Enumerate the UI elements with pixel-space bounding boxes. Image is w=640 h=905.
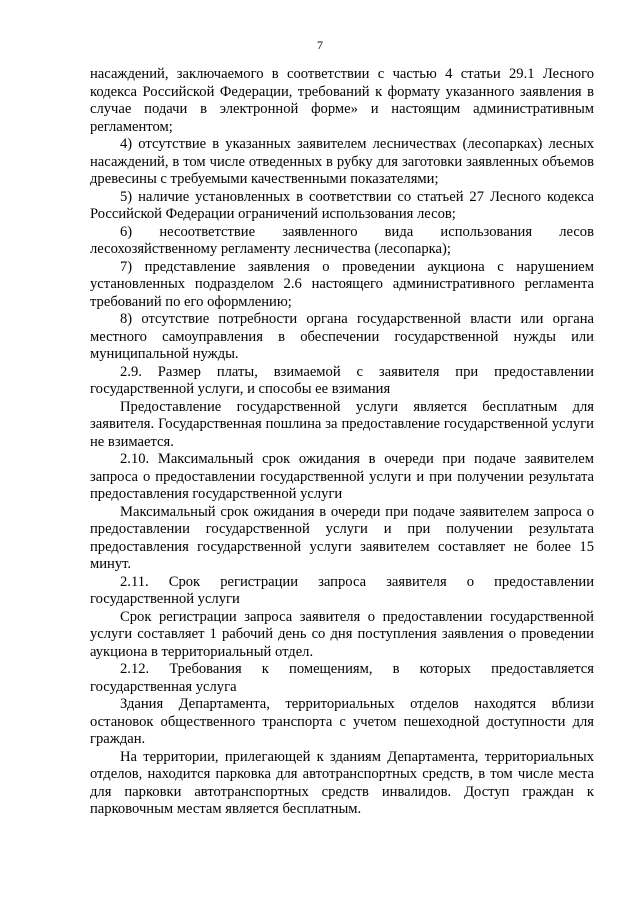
paragraph-continuation: насаждений, заключаемого в соответствии с частью 4 статьи 29.1 Лесного кодекса Российской Федерации, требований к формату указанного заявления в случае подачи в электронной форме» и настоящим административным регламентом;: [90, 66, 594, 135]
section-heading-2-10: 2.10. Максимальный срок ожидания в очереди при подаче заявителем запроса о предоставлении государственной услуги и при получении результата предоставления государственной услуги: [90, 451, 594, 502]
section-heading-2-11: 2.11. Срок регистрации запроса заявителя о предоставлении государственной услуги: [90, 573, 594, 607]
section-text-2-12-buildings: Здания Департамента, территориальных отделов находятся вблизи остановок общественного транспорта с учетом пешеходной доступности для граждан.: [90, 696, 594, 747]
list-item-4: 4) отсутствие в указанных заявителем лесничествах (лесопарках) лесных насаждений, в том числе отведенных в рубку для заготовки заявленных объемов древесины с требуемыми качественными показателями;: [90, 136, 594, 187]
page-number: 7: [317, 38, 323, 52]
section-heading-2-12: 2.12. Требования к помещениям, в которых предоставляется государственная услуга: [90, 661, 594, 695]
list-item-5: 5) наличие установленных в соответствии со статьей 27 Лесного кодекса Российской Федерации ограничений использования лесов;: [90, 188, 594, 222]
section-text-2-11: Срок регистрации запроса заявителя о предоставлении государственной услуги составляет 1 рабочий день со дня поступления заявления о проведении аукциона в территориальный отдел.: [90, 608, 594, 660]
section-text-2-10: Максимальный срок ожидания в очереди при подаче заявителем запроса о предоставлении государственной услуги и при получении результата предоставления государственной услуги заявителем составляет не более 15 минут.: [90, 503, 594, 572]
list-item-7: 7) представление заявления о проведении аукциона с нарушением установленных подразделом 2.6 настоящего административного регламента требований по его оформлению;: [90, 258, 594, 310]
section-text-2-9: Предоставление государственной услуги является бесплатным для заявителя. Государственная пошлина за предоставление государственной услуги не взимается.: [90, 398, 594, 450]
section-heading-2-9: 2.9. Размер платы, взимаемой с заявителя при предоставлении государственной услуги, и способы ее взимания: [90, 363, 594, 397]
list-item-6: 6) несоответствие заявленного вида использования лесов лесохозяйственному регламенту лесничества (лесопарка);: [90, 223, 594, 257]
section-text-2-12-parking: На территории, прилегающей к зданиям Департамента, территориальных отделов, находится парковка для автотранспортных средств, в том числе места для парковки автотранспортных средств инвалидов. Доступ граждан к парковочным местам является бесплатным.: [90, 748, 594, 817]
list-item-8: 8) отсутствие потребности органа государственной власти или органа местного самоуправления в обеспечении государственной нужды или муниципальной нужды.: [90, 311, 594, 362]
document-body: [90, 66, 594, 819]
